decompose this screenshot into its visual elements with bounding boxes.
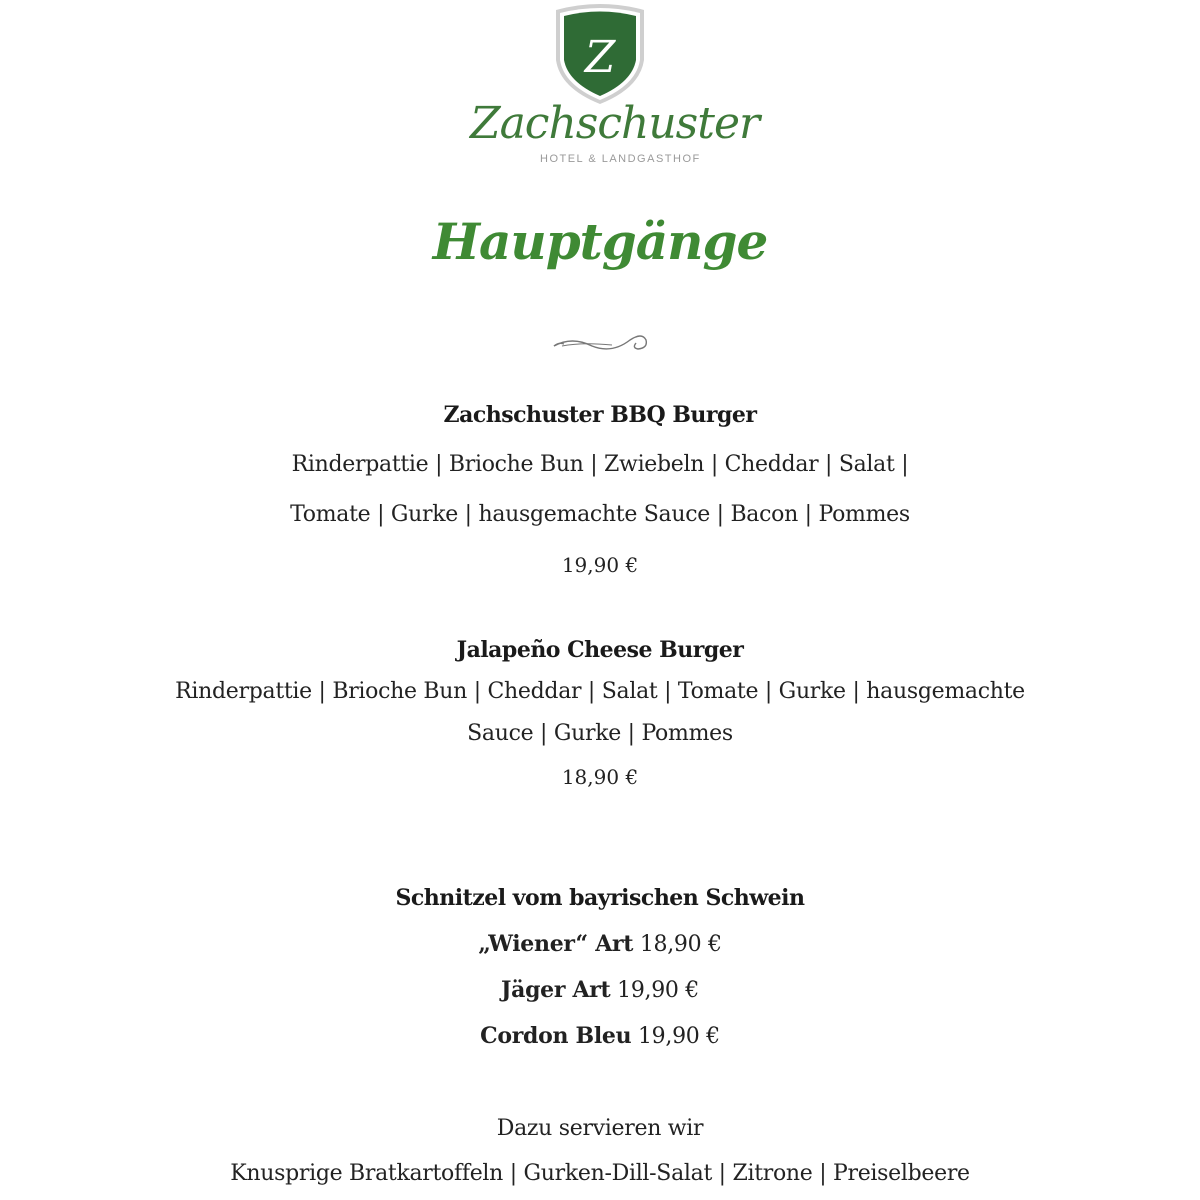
section-title: Hauptgänge [432,212,768,271]
dish-ingredients-line: Rinderpattie | Brioche Bun | Zwiebeln | Cheddar | Salat | [291,452,909,477]
flourish-ornament-icon [552,328,652,358]
svg-text:Z: Z [584,32,616,83]
variant-price: 19,90 € [637,1024,720,1049]
dish-price: 19,90 € [561,553,639,577]
dish-title: Zachschuster BBQ Burger [443,402,757,428]
sides-intro: Dazu servieren wir [496,1116,704,1141]
dish-ingredients-line: Sauce | Gurke | Pommes [467,721,733,746]
brand-name: Zachschuster [470,98,760,149]
schnitzel-variant [0,977,1200,1003]
variant-price: 18,90 € [639,932,722,957]
schnitzel-variant [0,1023,1200,1049]
hotel-logo [470,0,760,175]
variant-name: Cordon Bleu [480,1023,632,1049]
variant-name: „Wiener“ Art [478,931,634,957]
dish-title: Jalapeño Cheese Burger [456,637,744,663]
variant-name: Jäger Art [501,977,611,1003]
brand-subtitle: HOTEL & LANDGASTHOF [540,153,701,165]
dish-ingredients-line: Rinderpattie | Brioche Bun | Cheddar | Salat | Tomate | Gurke | hausgemachte [175,679,1025,704]
schnitzel-title: Schnitzel vom bayrischen Schwein [395,885,805,911]
sides-list: Knusprige Bratkartoffeln | Gurken-Dill-Salat | Zitrone | Preiselbeere [230,1161,970,1186]
dish-ingredients-line: Tomate | Gurke | hausgemachte Sauce | Bacon | Pommes [290,502,910,527]
crest-icon [470,0,730,110]
variant-price: 19,90 € [617,978,699,1003]
schnitzel-variant [0,931,1200,957]
dish-price: 18,90 € [561,765,639,789]
